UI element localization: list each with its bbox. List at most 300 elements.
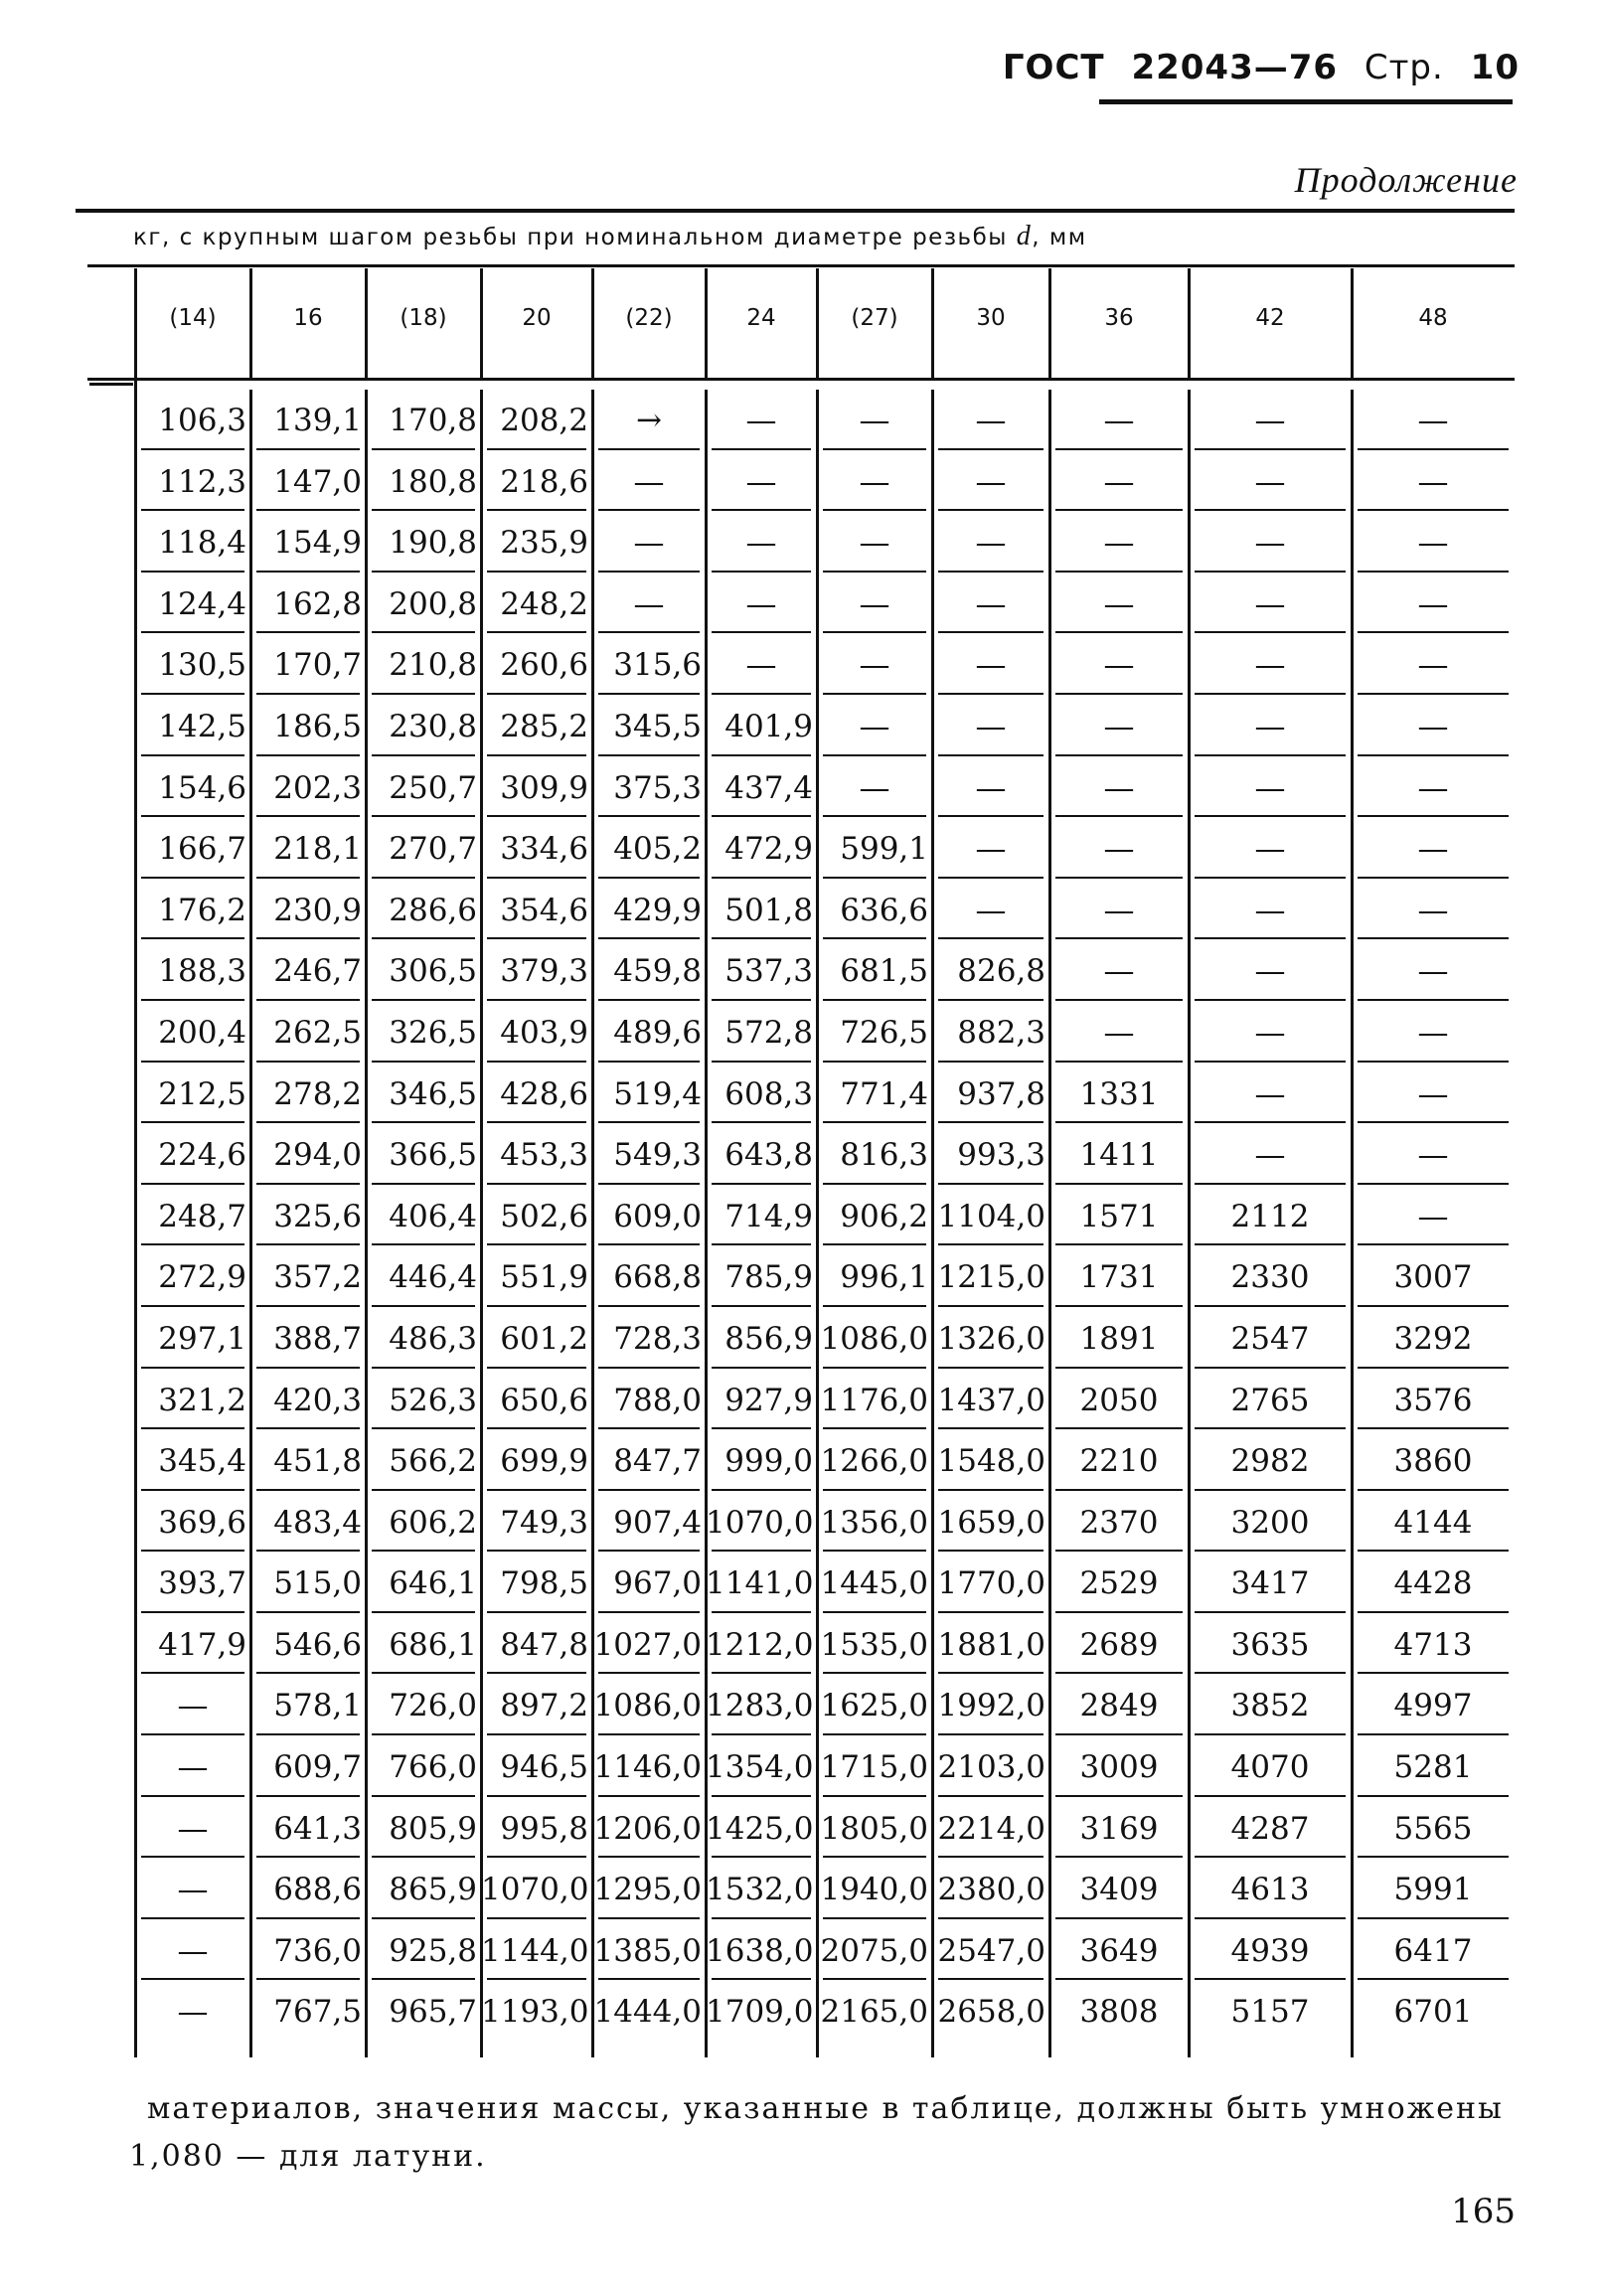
table-cell: 1881,0: [932, 1614, 1049, 1676]
table-cell: —: [1189, 696, 1352, 757]
standard-number: 22043—76: [1131, 48, 1339, 87]
table-cell: 106,3: [135, 390, 250, 451]
table-cell: 907,4: [592, 1492, 706, 1554]
table-cell: 139,1: [250, 390, 366, 451]
table-cell: 212,5: [135, 1064, 250, 1125]
table-cell: 1266,0: [817, 1430, 932, 1492]
table-cell: 946,5: [481, 1736, 592, 1798]
table-cell: 2330: [1189, 1246, 1352, 1308]
table-cell: 346,5: [366, 1064, 481, 1125]
table-cell: 2547,0: [932, 1920, 1049, 1982]
table-cell: 636,6: [817, 880, 932, 941]
table-cell: 472,9: [706, 818, 817, 880]
table-cell: —: [706, 451, 817, 513]
table-cell: 736,0: [250, 1920, 366, 1982]
table-cell: 170,8: [366, 390, 481, 451]
table-cell: 202,3: [250, 757, 366, 819]
table-cell: 403,9: [481, 1002, 592, 1064]
table-cell: 3009: [1049, 1736, 1189, 1798]
table-cell: 3409: [1049, 1859, 1189, 1920]
table-row: [135, 634, 1515, 696]
table-cell: 688,6: [250, 1859, 366, 1920]
table-cell: 147,0: [250, 451, 366, 513]
table-cell: 906,2: [817, 1186, 932, 1247]
table-cell: 428,6: [481, 1064, 592, 1125]
table-row: [135, 1675, 1515, 1736]
column-header: (27): [851, 305, 898, 331]
table-cell: 6417: [1352, 1920, 1515, 1982]
table-cell: —: [932, 512, 1049, 574]
column-header: 20: [522, 305, 552, 331]
table-cell: 714,9: [706, 1186, 817, 1247]
table-cell: 999,0: [706, 1430, 817, 1492]
table-cell: 856,9: [706, 1308, 817, 1370]
table-cell: 537,3: [706, 940, 817, 1002]
table-row: [135, 1186, 1515, 1247]
table-cell: —: [135, 1675, 250, 1736]
column-divider: [1188, 268, 1191, 378]
table-cell: 798,5: [481, 1553, 592, 1614]
table-cell: 1444,0: [593, 1994, 702, 2031]
table-cell: —: [135, 1736, 250, 1798]
table-row: [135, 696, 1515, 757]
table-cell: —: [1049, 818, 1189, 880]
table-cell: 2103,0: [932, 1736, 1049, 1798]
table-cell: 2765: [1189, 1370, 1352, 1431]
table-row: [135, 1798, 1515, 1860]
table-cell: —: [592, 574, 706, 635]
column-divider: [249, 268, 252, 378]
table-cell: 1193,0: [481, 1994, 589, 2031]
table-cell: 2214,0: [932, 1798, 1049, 1860]
table-cell: —: [706, 390, 817, 451]
table-cell: 180,8: [366, 451, 481, 513]
table-row: [135, 940, 1515, 1002]
table-cell: 699,9: [481, 1430, 592, 1492]
table-cell: 1992,0: [932, 1675, 1049, 1736]
table-cell: 3200: [1189, 1492, 1352, 1554]
page-header: [989, 48, 1520, 87]
table-cell: 230,8: [366, 696, 481, 757]
table-cell: 406,4: [366, 1186, 481, 1247]
table-cell: 965,7: [389, 1994, 477, 2031]
table-cell: 2370: [1049, 1492, 1189, 1554]
table-cell: 5991: [1352, 1859, 1515, 1920]
table-cell: 599,1: [817, 818, 932, 880]
table-cell: 1212,0: [706, 1614, 817, 1676]
table-cell: —: [135, 1798, 250, 1860]
table-cell: 686,1: [366, 1614, 481, 1676]
table-row: [135, 1859, 1515, 1920]
caption-rule: [87, 264, 1515, 267]
table-cell: 502,6: [481, 1186, 592, 1247]
table-cell: 1437,0: [932, 1370, 1049, 1431]
table-cell: 3007: [1352, 1246, 1515, 1308]
table-cell: 882,3: [932, 1002, 1049, 1064]
table-cell: 925,8: [366, 1920, 481, 1982]
table-cell: 2165,0: [820, 1994, 928, 2031]
table-cell: —: [1352, 390, 1515, 451]
table-cell: 608,3: [706, 1064, 817, 1125]
standard-label: ГОСТ: [1002, 48, 1105, 87]
table-cell: 401,9: [706, 696, 817, 757]
table-cell: 501,8: [706, 880, 817, 941]
table-cell: 650,6: [481, 1370, 592, 1431]
table-cell: 609,0: [592, 1186, 706, 1247]
table-cell: 262,5: [250, 1002, 366, 1064]
table-cell: 1356,0: [817, 1492, 932, 1554]
table-cell: 166,7: [135, 818, 250, 880]
table-cell: —: [1352, 818, 1515, 880]
table-cell: 272,9: [135, 1246, 250, 1308]
table-cell: 118,4: [135, 512, 250, 574]
table-cell: 112,3: [135, 451, 250, 513]
table-cell: 260,6: [481, 634, 592, 696]
table-cell: 788,0: [592, 1370, 706, 1431]
table-cell: —: [706, 574, 817, 635]
table-cell: 186,5: [250, 696, 366, 757]
footnote: [129, 2085, 1504, 2181]
table-cell: —: [1189, 1002, 1352, 1064]
table-cell: —: [1189, 451, 1352, 513]
table-cell: 805,9: [366, 1798, 481, 1860]
table-cell: 1326,0: [932, 1308, 1049, 1370]
table-cell: 816,3: [817, 1124, 932, 1186]
table-cell: 847,8: [481, 1614, 592, 1676]
table-cell: —: [1352, 512, 1515, 574]
table-cell: 1385,0: [592, 1920, 706, 1982]
table-cell: —: [932, 390, 1049, 451]
table-cell: —: [817, 757, 932, 819]
table-cell: —: [932, 818, 1049, 880]
table-cell: 176,2: [135, 880, 250, 941]
table-cell: 1532,0: [706, 1859, 817, 1920]
table-cell: —: [1049, 696, 1189, 757]
table-cell: 379,3: [481, 940, 592, 1002]
table-cell: 388,7: [250, 1308, 366, 1370]
table-cell: —: [592, 512, 706, 574]
table-cell: 1548,0: [932, 1430, 1049, 1492]
table-cell: —: [932, 696, 1049, 757]
table-cell: 1709,0: [706, 1994, 814, 2031]
column-header: 36: [1104, 305, 1134, 331]
table-cell: 937,8: [932, 1064, 1049, 1125]
table-cell: 2075,0: [817, 1920, 932, 1982]
table-cell: 549,3: [592, 1124, 706, 1186]
table-cell: 154,6: [135, 757, 250, 819]
table-cell: 4428: [1352, 1553, 1515, 1614]
table-cell: —: [1189, 818, 1352, 880]
table-cell: 3635: [1189, 1614, 1352, 1676]
left-stub-rule: [89, 383, 133, 386]
table-cell: 1283,0: [706, 1675, 817, 1736]
table-cell: 1535,0: [817, 1614, 932, 1676]
table-cell: —: [1352, 757, 1515, 819]
column-header: 30: [976, 305, 1006, 331]
table-cell: 566,2: [366, 1430, 481, 1492]
table-row: [135, 757, 1515, 819]
table-cell: 551,9: [481, 1246, 592, 1308]
continuation-label: Продолжение: [1294, 160, 1518, 200]
table-cell: 681,5: [817, 940, 932, 1002]
table-cell: 726,0: [366, 1675, 481, 1736]
table-cell: 995,8: [481, 1798, 592, 1860]
table-cell: 4997: [1352, 1675, 1515, 1736]
table-cell: 4939: [1189, 1920, 1352, 1982]
table-cell: —: [135, 1859, 250, 1920]
table-cell: 345,4: [135, 1430, 250, 1492]
table-cell: 190,8: [366, 512, 481, 574]
table-cell: —: [1189, 1064, 1352, 1125]
table-cell: 1104,0: [932, 1186, 1049, 1247]
table-cell: —: [1049, 451, 1189, 513]
table-cell: 489,6: [592, 1002, 706, 1064]
table-cell: 325,6: [250, 1186, 366, 1247]
table-cell: 3576: [1352, 1370, 1515, 1431]
table-cell: 334,6: [481, 818, 592, 880]
table-cell: 286,6: [366, 880, 481, 941]
table-cell: 2380,0: [932, 1859, 1049, 1920]
table-cell: 188,3: [135, 940, 250, 1002]
column-header: (22): [625, 305, 673, 331]
table-cell: 5565: [1352, 1798, 1515, 1860]
table-cell: 130,5: [135, 634, 250, 696]
table-row: [135, 1553, 1515, 1614]
table-cell: 3417: [1189, 1553, 1352, 1614]
table-cell: 208,2: [481, 390, 592, 451]
table-cell: 375,3: [592, 757, 706, 819]
table-cell: —: [1049, 1002, 1189, 1064]
table-cell: 278,2: [250, 1064, 366, 1125]
table-cell: 4287: [1189, 1798, 1352, 1860]
table-cell: 2210: [1049, 1430, 1189, 1492]
table-cell: —: [1049, 757, 1189, 819]
table-cell: 248,7: [135, 1186, 250, 1247]
table-cell: —: [706, 634, 817, 696]
table-cell: 606,2: [366, 1492, 481, 1554]
table-cell: 572,8: [706, 1002, 817, 1064]
column-divider: [365, 268, 368, 378]
table-cell: —: [1189, 574, 1352, 635]
table-cell: —: [1049, 634, 1189, 696]
table-row: [135, 1492, 1515, 1554]
caption-variable: d: [1016, 221, 1033, 251]
table-cell: 405,2: [592, 818, 706, 880]
table-cell: 2658,0: [937, 1994, 1045, 2031]
table-cell: —: [1352, 451, 1515, 513]
table-cell: 4070: [1189, 1736, 1352, 1798]
table-cell: 897,2: [481, 1675, 592, 1736]
table-cell: 1715,0: [817, 1736, 932, 1798]
table-cell: 1215,0: [932, 1246, 1049, 1308]
table-cell: 294,0: [250, 1124, 366, 1186]
table-cell: 366,5: [366, 1124, 481, 1186]
table-row: [135, 1308, 1515, 1370]
table-cell: 453,3: [481, 1124, 592, 1186]
table-cell: —: [1189, 634, 1352, 696]
table-cell: 3169: [1049, 1798, 1189, 1860]
table-cell: —: [1352, 1186, 1515, 1247]
table-row: [135, 451, 1515, 513]
table-cell: —: [817, 451, 932, 513]
table-cell: 865,9: [366, 1859, 481, 1920]
table-cell: 270,7: [366, 818, 481, 880]
table-cell: 218,6: [481, 451, 592, 513]
table-cell: 6701: [1393, 1994, 1473, 2031]
table-row: [135, 574, 1515, 635]
table-cell: 451,8: [250, 1430, 366, 1492]
column-divider: [816, 268, 819, 378]
table-cell: 124,4: [135, 574, 250, 635]
table-cell: —: [1189, 512, 1352, 574]
table-cell: 1144,0: [481, 1920, 592, 1982]
column-header: 24: [746, 305, 776, 331]
table-cell: —: [1352, 1124, 1515, 1186]
table-cell: 297,1: [135, 1308, 250, 1370]
footnote-line-1: материалов, значения массы, указанные в таблице, должны быть умножены: [147, 2091, 1504, 2126]
column-divider: [591, 268, 594, 378]
table-cell: 4613: [1189, 1859, 1352, 1920]
table-cell: 993,3: [932, 1124, 1049, 1186]
column-header: (18): [400, 305, 447, 331]
table-cell: 1354,0: [706, 1736, 817, 1798]
table-cell: —: [1352, 940, 1515, 1002]
table-cell: 250,7: [366, 757, 481, 819]
table-cell: 345,5: [592, 696, 706, 757]
table-cell: 1659,0: [932, 1492, 1049, 1554]
table-cell: —: [1189, 940, 1352, 1002]
table-cell: 200,8: [366, 574, 481, 635]
table-cell: —: [1352, 696, 1515, 757]
table-cell: 1176,0: [817, 1370, 932, 1431]
table-cell: 230,9: [250, 880, 366, 941]
table-cell: →: [592, 390, 706, 451]
column-divider: [480, 268, 483, 378]
table-cell: 1445,0: [817, 1553, 932, 1614]
table-cell: 1805,0: [817, 1798, 932, 1860]
mass-table: [135, 390, 1515, 2043]
table-cell: 162,8: [250, 574, 366, 635]
table-cell: 2982: [1189, 1430, 1352, 1492]
table-cell: 726,5: [817, 1002, 932, 1064]
footnote-line-2: 1,080 — для латуни.: [129, 2139, 487, 2174]
table-cell: —: [932, 880, 1049, 941]
table-cell: 2849: [1049, 1675, 1189, 1736]
table-cell: 235,9: [481, 512, 592, 574]
table-row: [135, 1981, 1515, 2043]
table-cell: 5281: [1352, 1736, 1515, 1798]
table-cell: 1086,0: [592, 1675, 706, 1736]
table-cell: 996,1: [817, 1246, 932, 1308]
header-page-number: 10: [1470, 48, 1520, 87]
table-cell: 3852: [1189, 1675, 1352, 1736]
table-cell: —: [1049, 574, 1189, 635]
table-cell: —: [1049, 512, 1189, 574]
table-cell: 4144: [1352, 1492, 1515, 1554]
table-cell: —: [1352, 880, 1515, 941]
table-row: [135, 1124, 1515, 1186]
column-divider: [705, 268, 708, 378]
table-cell: 1295,0: [592, 1859, 706, 1920]
table-cell: —: [817, 390, 932, 451]
table-cell: —: [1049, 940, 1189, 1002]
table-caption: [133, 221, 1087, 252]
table-cell: 2050: [1049, 1370, 1189, 1431]
table-cell: 3860: [1352, 1430, 1515, 1492]
table-cell: 767,5: [273, 1994, 362, 2031]
table-cell: 668,8: [592, 1246, 706, 1308]
table-row: [135, 390, 1515, 451]
table-row: [135, 1614, 1515, 1676]
table-cell: 1070,0: [706, 1492, 817, 1554]
table-cell: —: [1189, 880, 1352, 941]
table-row: [135, 818, 1515, 880]
table-cell: 1770,0: [932, 1553, 1049, 1614]
table-cell: 728,3: [592, 1308, 706, 1370]
table-row: [135, 512, 1515, 574]
table-cell: 515,0: [250, 1553, 366, 1614]
table-row: [135, 1920, 1515, 1982]
table-cell: 2547: [1189, 1308, 1352, 1370]
table-cell: 601,2: [481, 1308, 592, 1370]
caption-text: кг, с крупным шагом резьбы при номинальном диаметре резьбы: [133, 225, 1008, 250]
table-cell: 1331: [1049, 1064, 1189, 1125]
table-cell: 1146,0: [592, 1736, 706, 1798]
table-cell: 420,3: [250, 1370, 366, 1431]
table-cell: 1891: [1049, 1308, 1189, 1370]
table-cell: 1070,0: [481, 1859, 592, 1920]
table-cell: —: [1352, 1002, 1515, 1064]
table-cell: —: [706, 512, 817, 574]
table-cell: 417,9: [135, 1614, 250, 1676]
table-cell: 354,6: [481, 880, 592, 941]
table-cell: —: [1049, 880, 1189, 941]
table-cell: 646,1: [366, 1553, 481, 1614]
table-cell: 248,2: [481, 574, 592, 635]
table-cell: 306,5: [366, 940, 481, 1002]
table-cell: 1206,0: [592, 1798, 706, 1860]
table-row: [135, 1736, 1515, 1798]
table-cell: 1731: [1049, 1246, 1189, 1308]
table-cell: 771,4: [817, 1064, 932, 1125]
table-cell: 369,6: [135, 1492, 250, 1554]
table-row: [135, 1064, 1515, 1125]
table-cell: 1425,0: [706, 1798, 817, 1860]
table-cell: 785,9: [706, 1246, 817, 1308]
table-cell: 1027,0: [592, 1614, 706, 1676]
caption-unit: , мм: [1032, 225, 1087, 250]
table-cell: 1141,0: [706, 1553, 817, 1614]
table-cell: —: [592, 451, 706, 513]
table-cell: —: [1189, 390, 1352, 451]
table-cell: —: [817, 696, 932, 757]
table-cell: —: [817, 634, 932, 696]
column-header: 48: [1418, 305, 1448, 331]
table-cell: —: [932, 757, 1049, 819]
table-cell: 3808: [1079, 1994, 1159, 2031]
column-header: (14): [169, 305, 217, 331]
table-cell: 154,9: [250, 512, 366, 574]
table-cell: 3292: [1352, 1308, 1515, 1370]
table-cell: 609,7: [250, 1736, 366, 1798]
table-cell: 641,3: [250, 1798, 366, 1860]
table-cell: —: [932, 634, 1049, 696]
table-cell: 1411: [1049, 1124, 1189, 1186]
table-cell: 5157: [1230, 1994, 1310, 2031]
table-cell: 326,5: [366, 1002, 481, 1064]
table-cell: 826,8: [932, 940, 1049, 1002]
table-cell: —: [932, 451, 1049, 513]
